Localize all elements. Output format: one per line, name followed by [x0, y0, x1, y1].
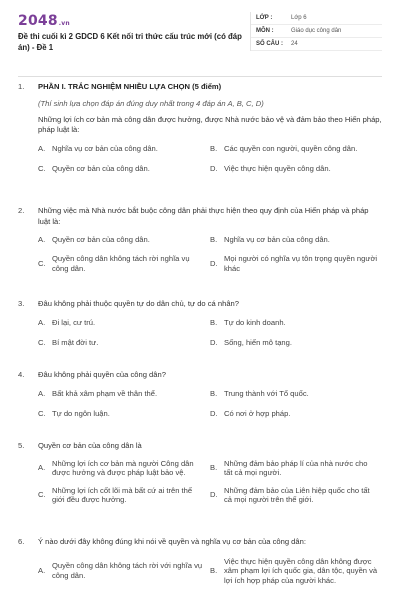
option-text: Nghĩa vụ cơ bản của công dân.	[224, 235, 330, 245]
question-text: Ý nào dưới đây không đúng khi nói về quyền và nghĩa vụ cơ bản của công dân:	[38, 537, 306, 546]
option-a[interactable]	[38, 459, 210, 478]
answer-options	[38, 557, 382, 586]
option-b[interactable]	[210, 234, 382, 246]
question-6	[18, 537, 382, 585]
question-1	[18, 82, 382, 175]
question-text: Đâu không phải quyền của công dân?	[38, 370, 166, 379]
option-text: Những lợi ích cơ bản mà người Công dân được hưởng và được pháp luật bảo vệ.	[52, 458, 194, 477]
option-letter: A.	[38, 463, 46, 473]
meta-value: Lớp 6	[291, 15, 307, 21]
page-title: Đề thi cuối kì 2 GDCD 6 Kết nối tri thức cấu trúc mới (có đáp án) - Đề 1	[18, 32, 242, 52]
meta-row-class	[251, 12, 382, 25]
question-number: 4.	[18, 370, 25, 379]
option-letter: A.	[38, 388, 46, 398]
site-logo[interactable]	[18, 13, 70, 29]
option-text: Tự do kinh doanh.	[224, 317, 286, 327]
option-text: Quyền cơ bản của công dân.	[52, 235, 150, 245]
option-text: Những đảm bảo pháp lí của nhà nước cho tất cả mọi người.	[224, 458, 368, 477]
option-text: Việc thực hiện quyền công dân.	[224, 163, 331, 173]
option-letter: A.	[38, 143, 46, 153]
question-5	[18, 441, 382, 505]
option-d[interactable]	[210, 486, 382, 505]
option-d[interactable]	[210, 163, 382, 175]
option-d[interactable]	[210, 254, 382, 273]
option-letter: C.	[38, 337, 46, 347]
option-a[interactable]	[38, 388, 210, 400]
option-letter: B.	[210, 317, 218, 327]
question-stem	[18, 206, 382, 227]
meta-key: LỚP :	[256, 15, 273, 21]
question-number: 2.	[18, 206, 25, 215]
meta-key: SỐ CÂU :	[256, 41, 283, 47]
question-text: Những việc mà Nhà nước bắt buộc công dân phải thực hiện theo quy định của Hiến pháp và pháp luật là:	[38, 206, 369, 226]
question-text: Những lợi ích cơ bản mà công dân được hưởng, được Nhà nước bảo vệ và đảm bảo theo Hiến pháp, pháp luật là:	[38, 114, 382, 134]
question-number: 6.	[18, 537, 25, 546]
question-3	[18, 299, 382, 349]
option-letter: D.	[210, 408, 218, 418]
option-text: Nghĩa vụ cơ bản của công dân.	[52, 143, 158, 153]
option-text: Việc thực hiện quyền công dân không được xâm phạm lợi ích quốc gia, dân tộc, quyền và lợi ích hợp pháp của người khác.	[224, 556, 378, 585]
option-text: Quyền công dân không tách rời với nghĩa vụ công dân.	[52, 561, 203, 580]
question-2	[18, 206, 382, 273]
option-letter: B.	[210, 566, 218, 575]
question-text: Quyền cơ bản của công dân là	[38, 441, 142, 450]
option-letter: A.	[38, 566, 46, 575]
answer-options	[38, 317, 382, 349]
option-letter: C.	[38, 490, 46, 500]
option-a[interactable]	[38, 317, 210, 329]
option-text: Sống, hiến mô tạng.	[224, 337, 292, 347]
question-stem	[18, 370, 382, 381]
option-letter: D.	[210, 337, 218, 347]
answer-options	[38, 143, 382, 175]
section-title: PHẦN I. TRẮC NGHIỆM NHIỀU LỰA CHỌN (5 điểm)	[38, 82, 222, 91]
option-letter: D.	[210, 163, 218, 173]
option-letter: C.	[38, 408, 46, 418]
option-b[interactable]	[210, 143, 382, 155]
option-letter: D.	[210, 490, 218, 500]
exam-meta-table	[250, 12, 382, 51]
option-a[interactable]	[38, 143, 210, 155]
option-text: Tự do ngôn luận.	[52, 408, 110, 418]
option-c[interactable]	[38, 163, 210, 175]
option-letter: C.	[38, 163, 46, 173]
meta-value: Giáo dục công dân	[291, 28, 342, 34]
option-letter: B.	[210, 463, 218, 473]
meta-value: 24	[291, 41, 298, 47]
option-text: Có nơi ở hợp pháp.	[224, 408, 291, 418]
option-b[interactable]	[210, 388, 382, 400]
meta-row-subject	[251, 25, 382, 38]
question-number: 1.	[18, 82, 25, 91]
option-text: Bất khả xâm phạm về thân thể.	[52, 388, 158, 398]
question-text: Đâu không phải thuộc quyền tự do dân chủ, tự do cá nhân?	[38, 299, 240, 308]
section-instruction: (Thí sinh lựa chọn đáp án đúng duy nhất trong 4 đáp án A, B, C, D)	[38, 98, 264, 108]
page-header	[0, 0, 400, 72]
header-divider	[18, 76, 382, 77]
option-letter: D.	[210, 258, 218, 268]
question-4	[18, 370, 382, 420]
logo-tld: .vn	[58, 20, 70, 27]
option-d[interactable]	[210, 337, 382, 349]
option-text: Quyền cơ bản của công dân.	[52, 163, 150, 173]
option-c[interactable]	[38, 486, 210, 505]
meta-key: MÔN :	[256, 28, 274, 34]
option-text: Bí mật đời tư.	[52, 337, 99, 347]
option-c[interactable]	[38, 254, 210, 273]
option-text: Đi lại, cư trú.	[52, 317, 96, 327]
question-stem	[18, 299, 382, 310]
logo-text: 2048	[18, 13, 58, 29]
meta-row-count	[251, 38, 382, 51]
option-a[interactable]	[38, 234, 210, 246]
option-text: Mọi người có nghĩa vụ tôn trọng quyền người khác	[224, 254, 378, 273]
option-letter: B.	[210, 388, 218, 398]
option-text: Trung thành với Tổ quốc.	[224, 388, 309, 398]
option-letter: B.	[210, 143, 218, 153]
option-letter: A.	[38, 235, 46, 245]
option-c[interactable]	[38, 408, 210, 420]
option-c[interactable]	[38, 337, 210, 349]
option-text: Quyền công dân không tách rời nghĩa vụ công dân.	[52, 254, 190, 273]
option-text: Các quyền con người, quyền công dân.	[224, 143, 358, 153]
option-a[interactable]	[38, 557, 210, 586]
option-b[interactable]	[210, 317, 382, 329]
answer-options	[38, 388, 382, 420]
option-text: Những lợi ích cốt lõi mà bất cứ ai trên thế giới đều được hưởng.	[52, 485, 193, 504]
option-b[interactable]	[210, 459, 382, 478]
question-stem	[18, 537, 382, 548]
option-b[interactable]	[210, 557, 382, 586]
option-letter: A.	[38, 317, 46, 327]
answer-options	[38, 459, 382, 505]
option-letter: B.	[210, 235, 218, 245]
question-number: 5.	[18, 441, 25, 450]
question-stem	[18, 441, 382, 452]
option-d[interactable]	[210, 408, 382, 420]
question-number: 3.	[18, 299, 25, 308]
option-text: Những đảm bảo của Liên hiệp quốc cho tất cả mọi người trên thế giới.	[224, 485, 370, 504]
option-letter: C.	[38, 258, 46, 268]
question-stem	[18, 82, 382, 93]
answer-options	[38, 234, 382, 273]
